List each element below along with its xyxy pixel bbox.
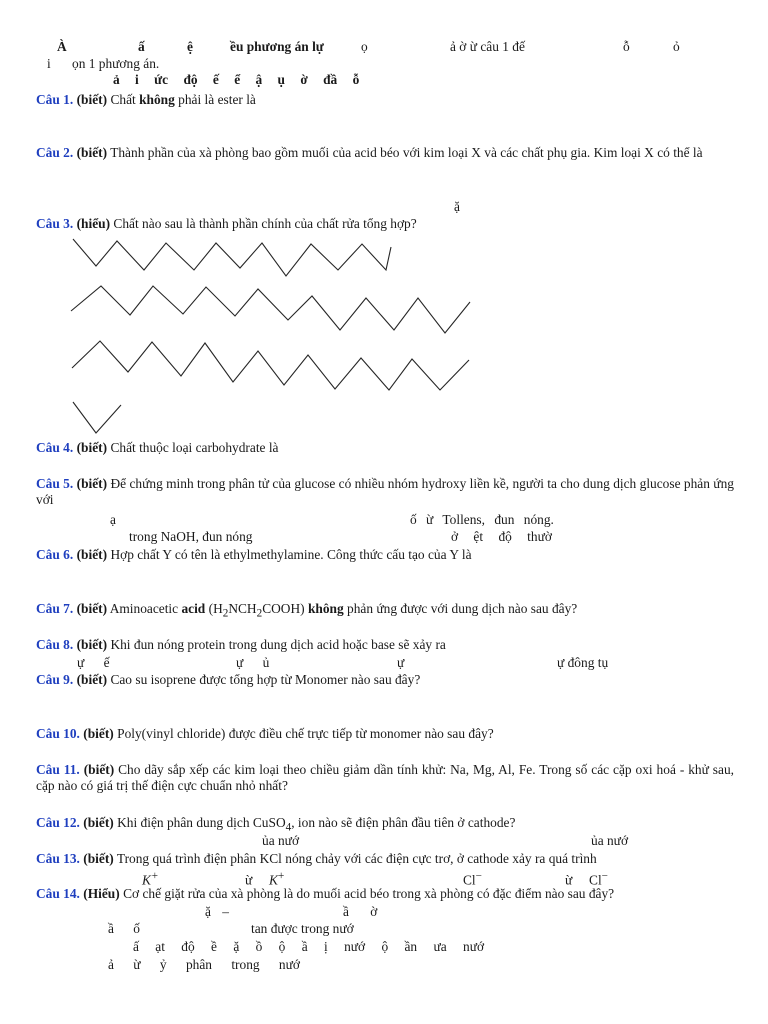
question-level: (biết)	[76, 672, 108, 687]
answer-option-c: trong NaOH, đun nóng	[129, 529, 253, 544]
answer-option-d: ở ệt độ thườ	[451, 529, 552, 544]
question-number: Câu 7.	[36, 601, 74, 616]
question-11	[36, 762, 734, 794]
ion-charge: +	[277, 870, 285, 882]
header-fragment: ệ	[187, 39, 193, 54]
question-text: Cao su isoprene được tổng hợp từ Monomer nào sau đây?	[110, 672, 421, 687]
answer-option-d: ủa nướ	[591, 833, 629, 848]
header-subline: ả i ức độ ế ể ậ ụ ờ đầ ỗ	[113, 72, 360, 87]
question-number: Câu 3.	[36, 216, 74, 231]
question-5	[36, 476, 734, 508]
formula: NCH	[228, 601, 257, 616]
question-text: phản ứng được với dung dịch nào sau đây?	[343, 601, 578, 616]
question-text: Khi đun nóng protein trong dung dịch acid hoặc base sẽ xảy ra	[110, 637, 446, 652]
question-number: Câu 6.	[36, 547, 74, 562]
question-level: (biết)	[83, 851, 114, 866]
skeletal-structures-figure	[0, 0, 768, 440]
question-text: Chất	[110, 92, 140, 107]
header-fragment: ả ờ ừ câu 1 đế	[450, 39, 525, 54]
ion-symbol: K	[142, 872, 151, 888]
question-text: Chất nào sau là thành phần chính của chất rửa tổng hợp?	[113, 216, 417, 231]
skeletal-chain-3	[72, 341, 469, 390]
answer-option-d: ả ừ ỷ phân trong nướ	[108, 957, 300, 972]
question-number: Câu 10.	[36, 726, 80, 741]
ion-charge: −	[475, 870, 482, 882]
question-number: Câu 13.	[36, 851, 80, 866]
question-6	[36, 547, 472, 563]
part-title-fragment: À	[57, 39, 67, 54]
answer-option-b: ủa nướ	[262, 833, 300, 848]
ion-symbol: Cl	[463, 872, 476, 888]
question-number: Câu 1.	[36, 92, 74, 107]
question-emphasis: không	[139, 92, 175, 107]
question-10	[36, 726, 494, 742]
answer-fragment: ặ –	[205, 904, 229, 919]
question-number: Câu 5.	[36, 476, 74, 491]
question-mark-fragment: ặ	[454, 199, 460, 214]
header-fragment: ỗ	[623, 39, 630, 54]
header-instruction: ọn 1 phương án.	[72, 56, 160, 71]
question-number: Câu 4.	[36, 440, 74, 455]
question-text: , ion nào sẽ điện phân đầu tiên ở cathode?	[291, 815, 516, 830]
question-level: (hiểu)	[76, 216, 111, 231]
question-emphasis: không	[307, 601, 344, 616]
question-text: Aminoacetic	[109, 601, 182, 616]
question-text: Hợp chất Y có tên là ethylmethylamine. Công thức cấu tạo của Y là	[110, 547, 472, 562]
question-text: Chất thuộc loại carbohydrate là	[110, 440, 279, 455]
answer-option-a: ầ ố	[108, 921, 140, 936]
ion-charge: +	[150, 870, 159, 882]
question-text: Để chứng minh trong phân tử của glucose có nhiều nhóm hydroxy liền kề, người ta cho dung dịch glucose phản ứng với	[36, 476, 734, 507]
formula-subscript: 2	[222, 607, 229, 620]
question-number: Câu 12.	[36, 815, 80, 830]
skeletal-chain-4	[73, 402, 121, 433]
header-bold-phrase: ều phương án lự	[230, 39, 324, 54]
formula-subscript: 4	[285, 821, 292, 834]
question-13	[36, 851, 597, 867]
question-level: (Hiểu)	[83, 886, 120, 901]
answer-option-d: ự đông tụ	[557, 655, 609, 670]
question-number: Câu 9.	[36, 672, 74, 687]
header-fragment: i	[47, 56, 51, 71]
answer-option-b: tan được trong nướ	[251, 921, 354, 936]
question-text: Poly(vinyl chloride) được điều chế trực tiếp từ monomer nào sau đây?	[117, 726, 494, 741]
answer-option-a: ự ế	[77, 655, 110, 670]
question-level: (biết)	[76, 637, 108, 652]
question-14	[36, 886, 614, 902]
option-text: ừ	[245, 872, 253, 888]
question-text: Khi điện phân dung dịch CuSO	[117, 815, 286, 830]
question-level: (biết)	[76, 92, 108, 107]
question-level: (biết)	[76, 145, 108, 160]
question-text: Thành phần của xà phòng bao gồm muối của acid béo với kim loại X và các chất phụ gia. Kim loại X có thể là	[110, 145, 703, 160]
question-level: (biết)	[83, 815, 114, 830]
answer-option-b: ố ừ Tollens, đun nóng.	[410, 512, 554, 527]
question-level: (biết)	[83, 726, 114, 741]
question-number: Câu 8.	[36, 637, 74, 652]
question-text: Trong quá trình điện phân KCl nóng chảy với các điện cực trơ, ở cathode xảy ra quá trình	[116, 851, 597, 866]
question-text: Cho dãy sắp xếp các kim loại theo chiều giảm dần tính khử: Na, Mg, Al, Fe. Trong số các cặp oxi hoá - khử sau, cặp nào có giá trị thế điện cực chuẩn nhỏ nhất?	[36, 762, 734, 793]
formula: COOH)	[262, 601, 308, 616]
option-text: ừ	[565, 872, 573, 888]
ion-charge: −	[601, 870, 608, 882]
question-9	[36, 672, 420, 688]
answer-fragment: ầ ờ	[343, 904, 378, 919]
formula: (H	[205, 601, 223, 616]
question-level: (biết)	[76, 547, 108, 562]
question-number: Câu 14.	[36, 886, 80, 901]
skeletal-chain-2	[71, 286, 470, 333]
question-text: Cơ chế giặt rửa của xà phòng là do muối acid béo trong xà phòng có đặc điểm nào sau đây?	[123, 886, 615, 901]
question-level: (biết)	[76, 601, 108, 616]
formula-subscript: 2	[256, 607, 263, 620]
question-level: (biết)	[76, 476, 108, 491]
question-number: Câu 11.	[36, 762, 80, 777]
answer-option-b: ự ủ	[236, 655, 270, 670]
question-number: Câu 2.	[36, 145, 74, 160]
header-fragment: ọ	[361, 39, 368, 54]
question-4	[36, 440, 279, 456]
header-fragment: ỏ	[673, 39, 680, 54]
question-text: phải là ester là	[174, 92, 256, 107]
header-fragment: ấ	[138, 39, 145, 54]
answer-option-c: ự	[397, 655, 405, 670]
ion-symbol: Cl	[589, 872, 602, 888]
skeletal-chain-1	[73, 239, 391, 276]
question-7	[36, 601, 577, 622]
ion-symbol: K	[269, 872, 278, 888]
answer-option-a: ạ	[110, 512, 116, 527]
question-level: (biết)	[76, 440, 108, 455]
question-emphasis: acid	[181, 601, 206, 616]
question-level: (biết)	[83, 762, 115, 777]
question-8	[36, 637, 446, 653]
answer-option-c: ấ ạt độ ề ặ ồ ộ ầ ị nướ ộ ần ưa nướ	[133, 939, 485, 954]
